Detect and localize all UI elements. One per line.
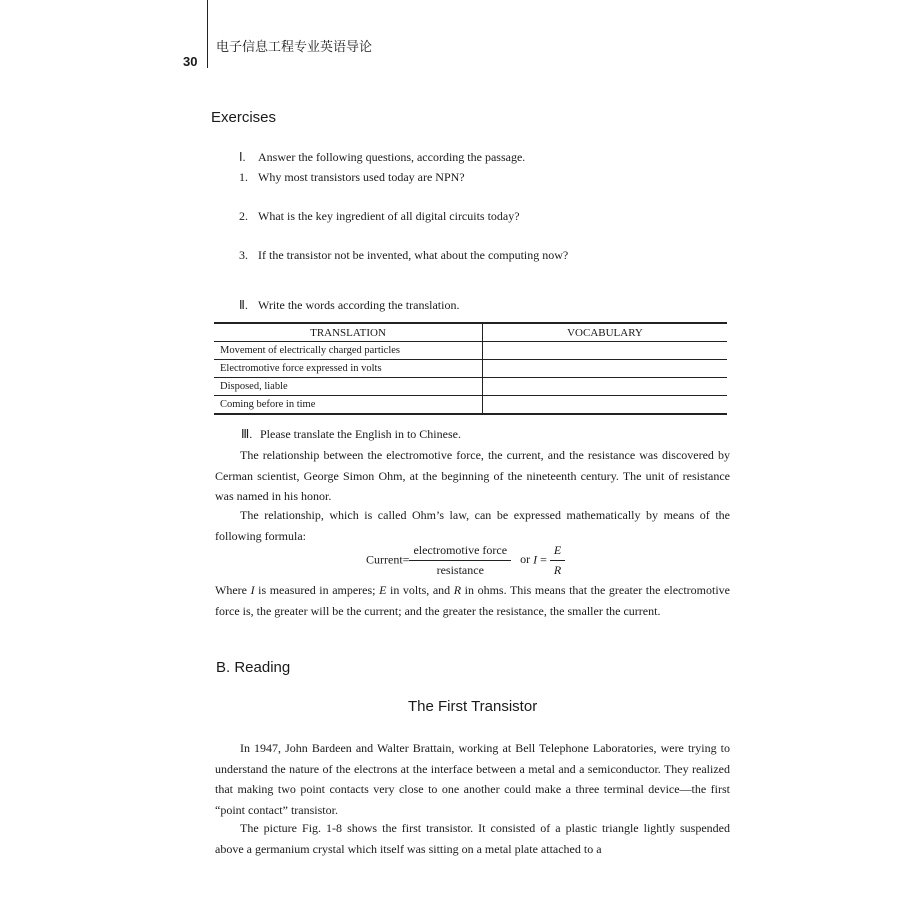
- vocabulary-answer-cell[interactable]: [483, 342, 728, 360]
- formula-lhs: Current=: [366, 552, 410, 567]
- book-title: 电子信息工程专业英语导论: [216, 40, 373, 55]
- formula-var-r: R: [553, 563, 562, 577]
- symbolic-fraction: [550, 543, 565, 578]
- ohms-law-formula: [366, 543, 565, 578]
- text-run: is measured in amperes;: [254, 583, 380, 597]
- table-header-row: [214, 323, 727, 342]
- ohm-paragraph-2: [215, 505, 730, 546]
- paragraph-text: The relationship between the electromotive force, the current, and the resistance was discovered by Cerman scientist, George Simon Ohm, at the beginning of the nineteenth century. The unit of resistance was named in his honor.: [215, 448, 730, 503]
- paragraph-text: The picture Fig. 1-8 shows the first transistor. It consisted of a plastic triangle lightly suspended above a germanium crystal which itself was sitting on a metal plate attached to a: [215, 821, 730, 856]
- part2-instruction: [239, 298, 459, 313]
- translation-cell: Electromotive force expressed in volts: [214, 360, 483, 378]
- part3-instruction-text: Please translate the English in to Chinese.: [260, 427, 461, 441]
- formula-equals: =: [540, 552, 547, 567]
- page-number: 30: [183, 54, 198, 69]
- part3-numeral: Ⅲ.: [241, 427, 253, 441]
- question-number: 3.: [239, 248, 248, 262]
- table-row: [214, 360, 727, 378]
- question-1: [239, 170, 465, 185]
- part3-instruction: [241, 427, 461, 442]
- question-number: 2.: [239, 209, 248, 223]
- reading-paragraph-1: [215, 738, 730, 820]
- part1-numeral: Ⅰ.: [239, 150, 246, 164]
- formula-numerator: electromotive force: [409, 543, 511, 561]
- text-run: in volts, and: [386, 583, 454, 597]
- vocabulary-table: [214, 322, 727, 415]
- part2-instruction-text: Write the words according the translation.: [258, 298, 460, 312]
- paragraph-text: [215, 580, 730, 621]
- question-text: What is the key ingredient of all digital circuits today?: [258, 209, 520, 223]
- vocabulary-answer-cell[interactable]: [483, 396, 728, 415]
- table-row: [214, 342, 727, 360]
- formula-var-e: E: [550, 543, 565, 561]
- ohm-paragraph-1: [215, 445, 730, 507]
- current-fraction: [409, 543, 511, 578]
- question-text: Why most transistors used today are NPN?: [258, 170, 465, 184]
- column-header-translation: TRANSLATION: [214, 323, 483, 342]
- question-2: [239, 209, 520, 224]
- var-e: E: [379, 583, 387, 597]
- reading-heading: B. Reading: [216, 659, 291, 676]
- part2-numeral: Ⅱ.: [239, 298, 248, 312]
- reading-title: The First Transistor: [408, 698, 538, 715]
- ohm-paragraph-3: [215, 580, 730, 621]
- question-number: 1.: [239, 170, 248, 184]
- var-r: R: [453, 583, 462, 597]
- paragraph-text: The relationship, which is called Ohm’s law, can be expressed mathematically by means of the following formula:: [215, 508, 730, 543]
- column-header-vocabulary: VOCABULARY: [483, 323, 728, 342]
- text-run: Where: [215, 583, 251, 597]
- header-rule: [207, 0, 208, 68]
- exercises-heading: Exercises: [211, 109, 277, 126]
- part1-instruction-text: Answer the following questions, according the passage.: [258, 150, 526, 164]
- translation-cell: Movement of electrically charged particles: [214, 342, 483, 360]
- reading-paragraph-2: [215, 818, 730, 859]
- var-i: I: [250, 583, 255, 597]
- vocabulary-answer-cell[interactable]: [483, 360, 728, 378]
- part1-instruction: [239, 150, 525, 165]
- paragraph-text: In 1947, John Bardeen and Walter Brattain, working at Bell Telephone Laboratories, were trying to understand the nature of the electrons at the interface between a metal and a semiconductor. They realized that making two point contacts very close to one another could make a three terminal device—the first “point contact” transistor.: [215, 741, 730, 817]
- formula-or: or: [520, 552, 531, 567]
- translation-cell: Disposed, liable: [214, 378, 483, 396]
- table-row: [214, 396, 727, 415]
- vocabulary-answer-cell[interactable]: [483, 378, 728, 396]
- question-text: If the transistor not be invented, what about the computing now?: [258, 248, 569, 262]
- formula-denominator: resistance: [436, 563, 484, 577]
- table-row: [214, 378, 727, 396]
- text-run: in ohms. This means that the greater the electromotive force is, the greater will be the current; and the greater the resistance, the smaller the current.: [215, 583, 730, 618]
- question-3: [239, 248, 568, 263]
- translation-cell: Coming before in time: [214, 396, 483, 415]
- formula-var-i: I: [533, 552, 538, 567]
